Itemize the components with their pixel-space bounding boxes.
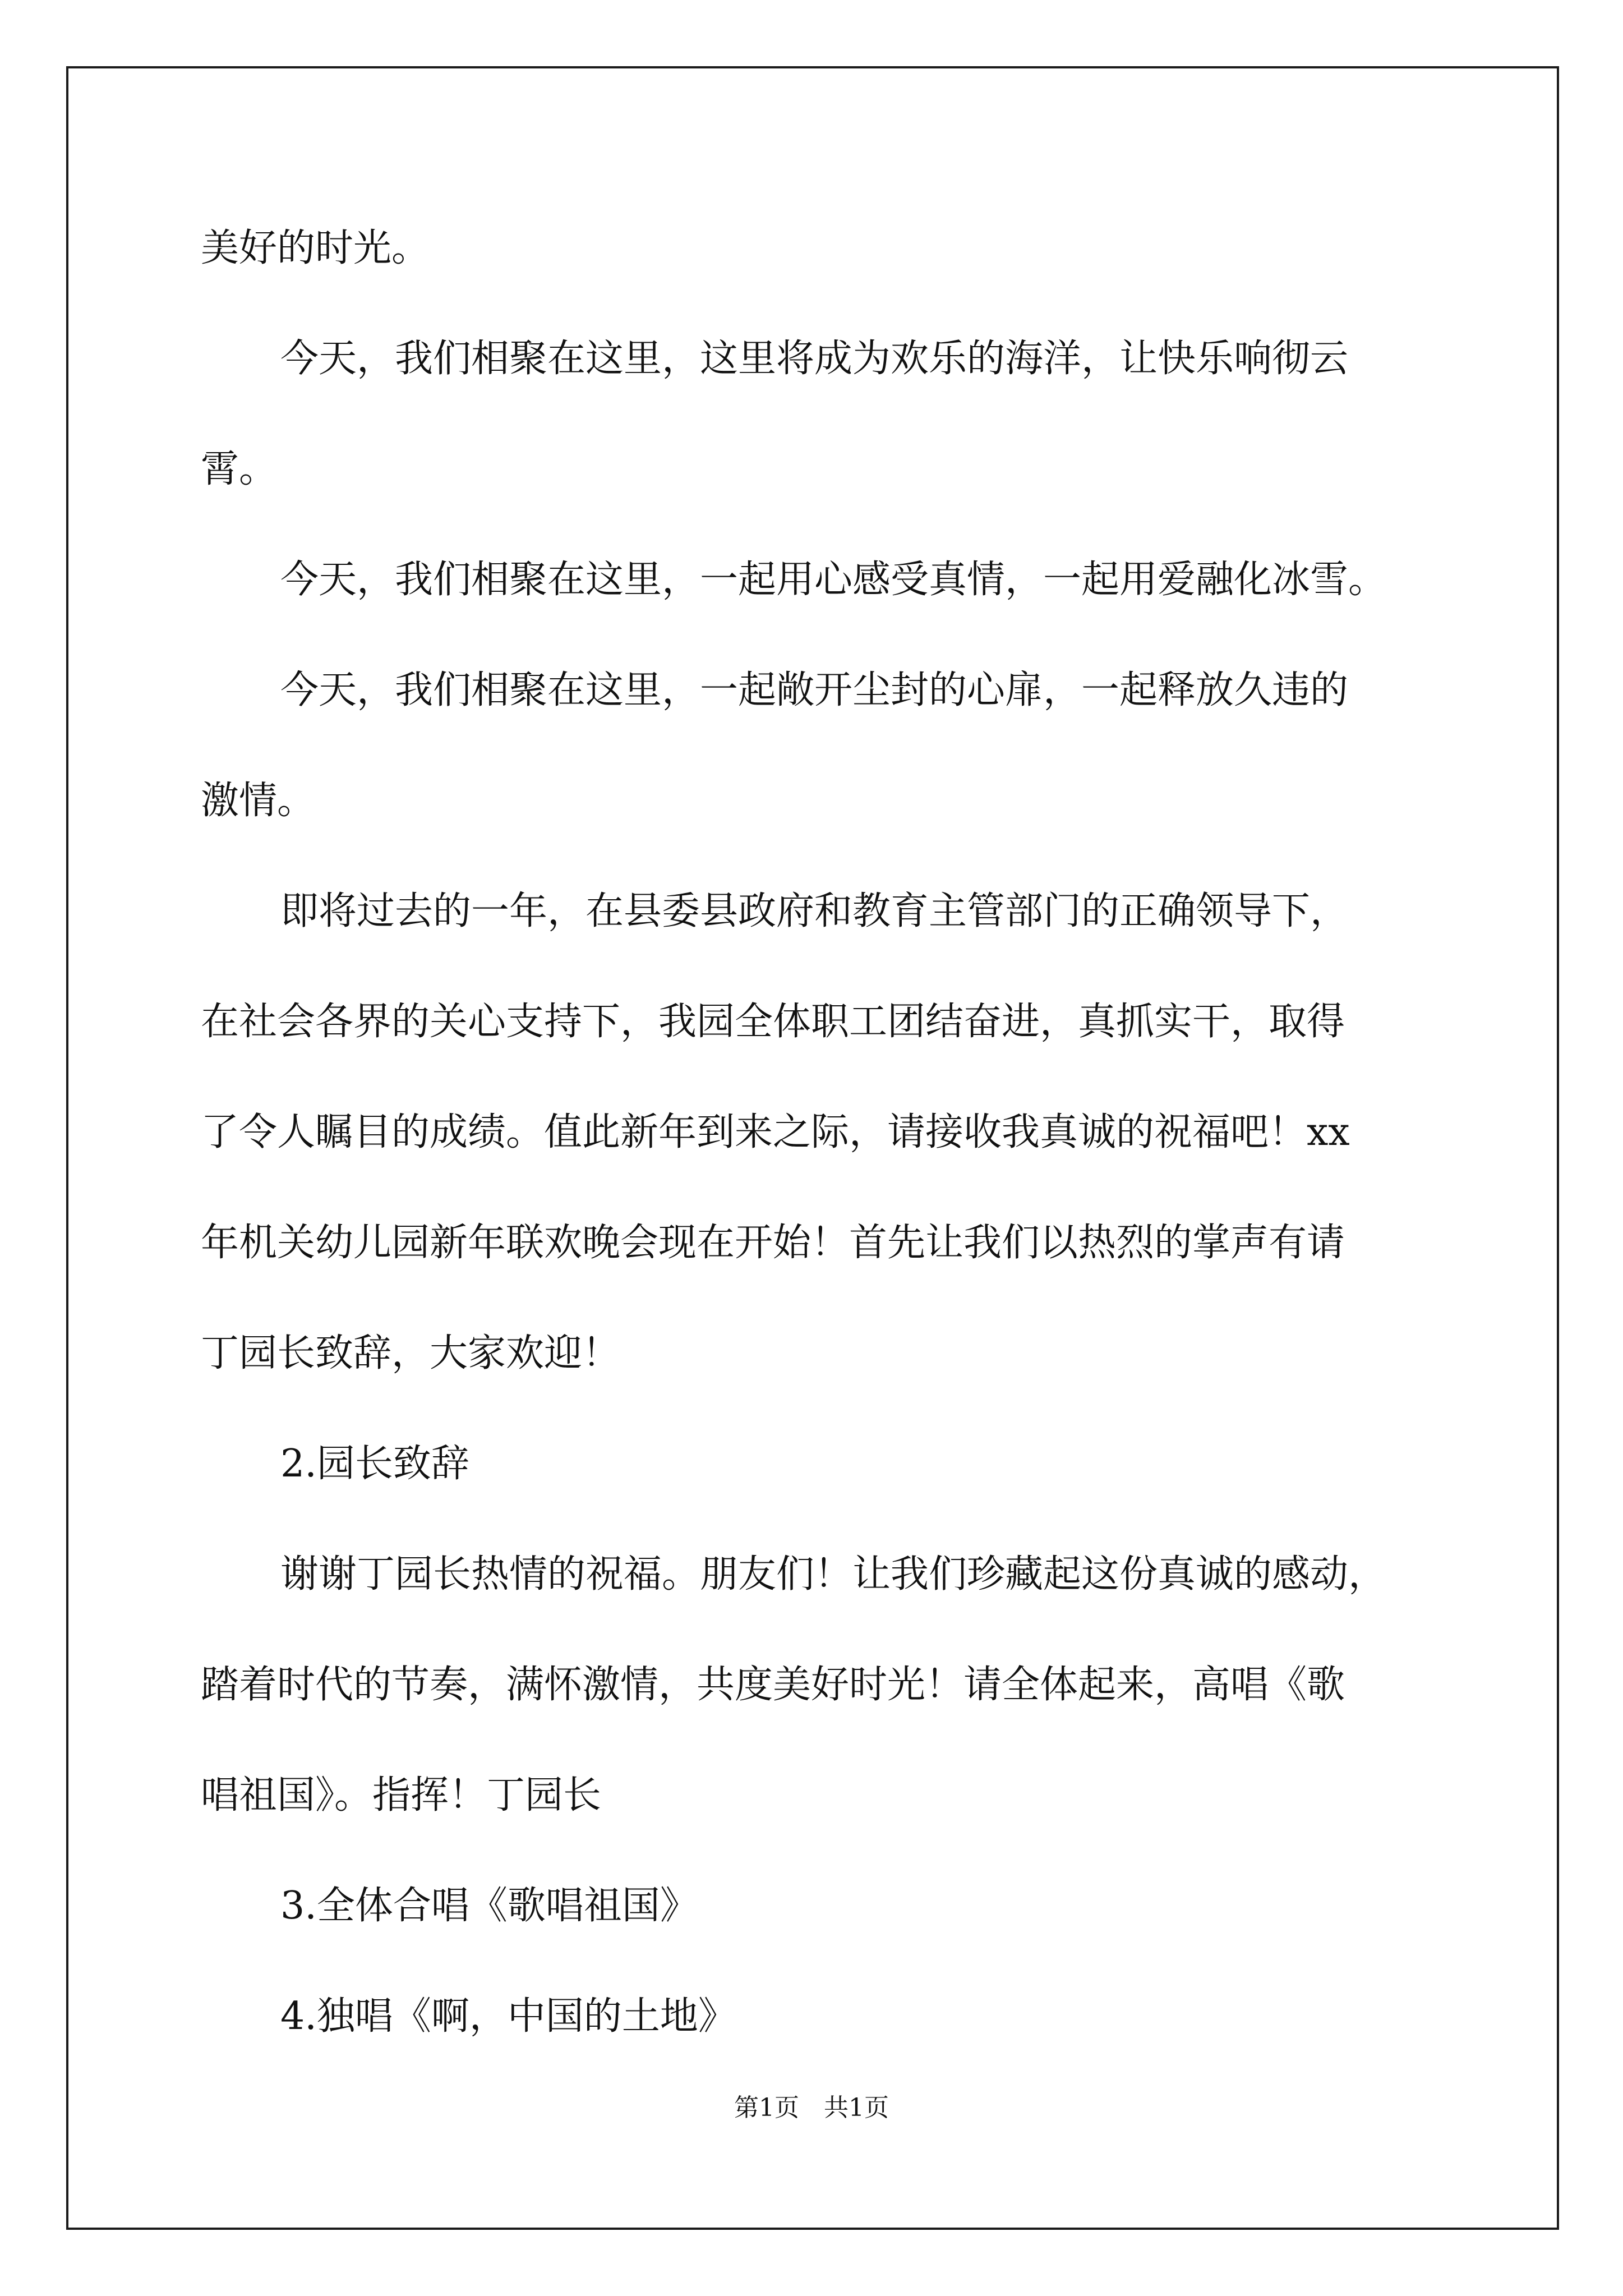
text-line: 踏着时代的节奏，满怀激情，共度美好时光！请全体起来，高唱《歌 bbox=[201, 1663, 1345, 1707]
document-body bbox=[201, 193, 1435, 2072]
section-heading: 4.独唱《啊，中国的土地》 bbox=[280, 1994, 736, 2039]
text-line: 丁园长致辞，大家欢迎！ bbox=[201, 1331, 621, 1375]
text-line: 在社会各界的关心支持下，我园全体职工团结奋进，真抓实干，取得 bbox=[201, 1000, 1345, 1044]
text-line: 激情。 bbox=[201, 779, 316, 823]
text-line: 即将过去的一年，在县委县政府和教育主管部门的正确领导下， bbox=[280, 889, 1349, 933]
page-number-label: 第1页 共1页 bbox=[734, 2093, 889, 2122]
page-footer bbox=[0, 2091, 1623, 2125]
text-line: 谢谢丁园长热情的祝福。朋友们！让我们珍藏起这份真诚的感动， bbox=[280, 1552, 1387, 1596]
section-heading: 3.全体合唱《歌唱祖国》 bbox=[280, 1884, 698, 1928]
text-line: 今天，我们相聚在这里，这里将成为欢乐的海洋，让快乐响彻云 bbox=[280, 337, 1349, 381]
text-line: 唱祖国》。指挥！丁园长 bbox=[201, 1773, 602, 1818]
text-line: 今天，我们相聚在这里，一起用心感受真情，一起用爱融化冰雪。 bbox=[280, 558, 1387, 602]
text-line: 今天，我们相聚在这里，一起敞开尘封的心扉，一起释放久违的 bbox=[280, 668, 1349, 712]
text-line: 了令人瞩目的成绩。值此新年到来之际，请接收我真诚的祝福吧！xx bbox=[201, 1110, 1350, 1154]
text-line: 霄。 bbox=[201, 447, 278, 491]
text-line: 美好的时光。 bbox=[201, 226, 430, 270]
text-line: 年机关幼儿园新年联欢晚会现在开始！首先让我们以热烈的掌声有请 bbox=[201, 1221, 1345, 1265]
section-heading: 2.园长致辞 bbox=[280, 1442, 469, 1486]
